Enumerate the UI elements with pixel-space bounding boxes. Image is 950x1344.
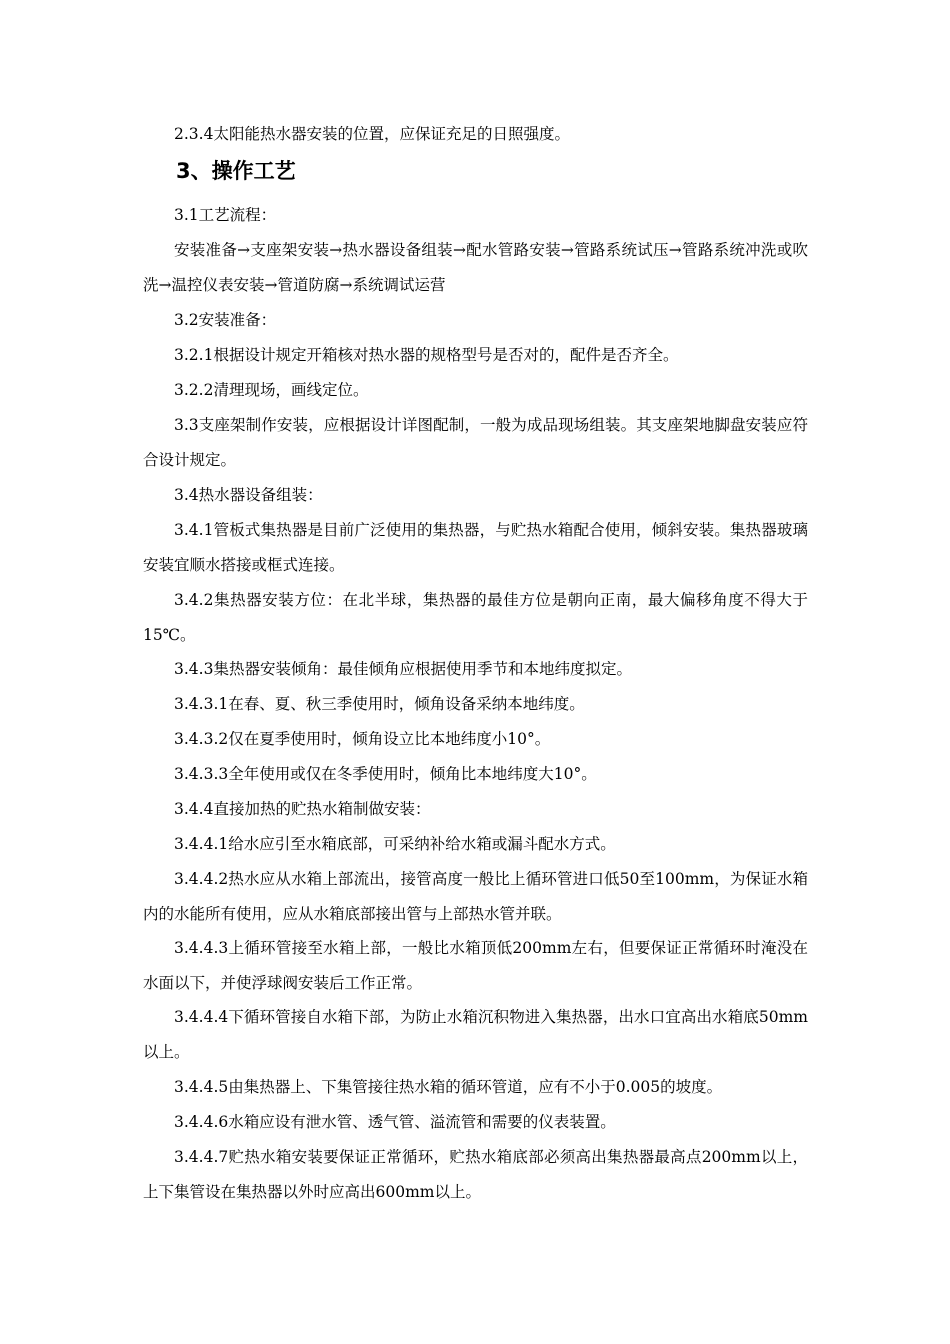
paragraph-3-4-3-3: 3.4.3.3全年使用或仅在冬季使用时，倾角比本地纬度大10°。 [174,765,597,783]
paragraph-2-3-4: 2.3.4太阳能热水器安装的位置，应保证充足的日照强度。 [174,125,570,143]
paragraph-3-4-3-2: 3.4.3.2仅在夏季使用时，倾角设立比本地纬度小10°。 [174,730,551,748]
section-heading: 3、操作工艺 [176,159,296,183]
paragraph-process-flow: 安装准备→支座架安装→热水器设备组装→配水管路安装→管路系统试压→管路系统冲洗或吹洗→温控仪表安装→管道防腐→系统调试运营 [143,241,808,294]
paragraph-3-2: 3.2安装准备： [174,311,277,329]
paragraph-3-4-4-2: 3.4.4.2热水应从水箱上部流出，接管高度一般比上循环管进口低50至100mm，为保证水箱内的水能所有使用，应从水箱底部接出管与上部热水管并联。 [143,870,808,923]
paragraph-3-4-4-6: 3.4.4.6水箱应设有泄水管、透气管、溢流管和需要的仪表装置。 [174,1113,616,1131]
paragraph-3-4: 3.4热水器设备组装： [174,486,323,504]
paragraph-3-4-2: 3.4.2集热器安装方位：在北半球，集热器的最佳方位是朝向正南，最大偏移角度不得大于15℃。 [143,591,808,644]
paragraph-3-3: 3.3支座架制作安装，应根据设计详图配制，一般为成品现场组装。其支座架地脚盘安装应符合设计规定。 [143,416,808,469]
paragraph-3-4-4-7: 3.4.4.7贮热水箱安装要保证正常循环，贮热水箱底部必须高出集热器最高点200mm以上，上下集管设在集热器以外时应高出600mm以上。 [143,1148,808,1201]
paragraph-3-4-4-3: 3.4.4.3上循环管接至水箱上部，一般比水箱顶低200mm左右，但要保证正常循环时淹没在水面以下，并使浮球阀安装后工作正常。 [143,939,808,992]
paragraph-3-4-4-1: 3.4.4.1给水应引至水箱底部，可采纳补给水箱或漏斗配水方式。 [174,835,616,853]
paragraph-3-4-1: 3.4.1管板式集热器是目前广泛使用的集热器，与贮热水箱配合使用，倾斜安装。集热器玻璃安装宜顺水搭接或框式连接。 [143,521,808,574]
paragraph-3-4-3: 3.4.3集热器安装倾角：最佳倾角应根据使用季节和本地纬度拟定。 [174,660,632,678]
paragraph-3-4-3-1: 3.4.3.1在春、夏、秋三季使用时，倾角设备采纳本地纬度。 [174,695,585,713]
paragraph-3-4-4-4: 3.4.4.4下循环管接自水箱下部，为防止水箱沉积物进入集热器，出水口宜高出水箱底50mm以上。 [143,1008,808,1061]
paragraph-3-4-4: 3.4.4直接加热的贮热水箱制做安装： [174,800,431,818]
paragraph-3-2-2: 3.2.2清理现场，画线定位。 [174,381,369,399]
paragraph-3-4-4-5: 3.4.4.5由集热器上、下集管接往热水箱的循环管道，应有不小于0.005的坡度。 [174,1078,723,1096]
paragraph-3-1: 3.1工艺流程： [174,206,277,224]
paragraph-3-2-1: 3.2.1根据设计规定开箱核对热水器的规格型号是否对的，配件是否齐全。 [174,346,679,364]
